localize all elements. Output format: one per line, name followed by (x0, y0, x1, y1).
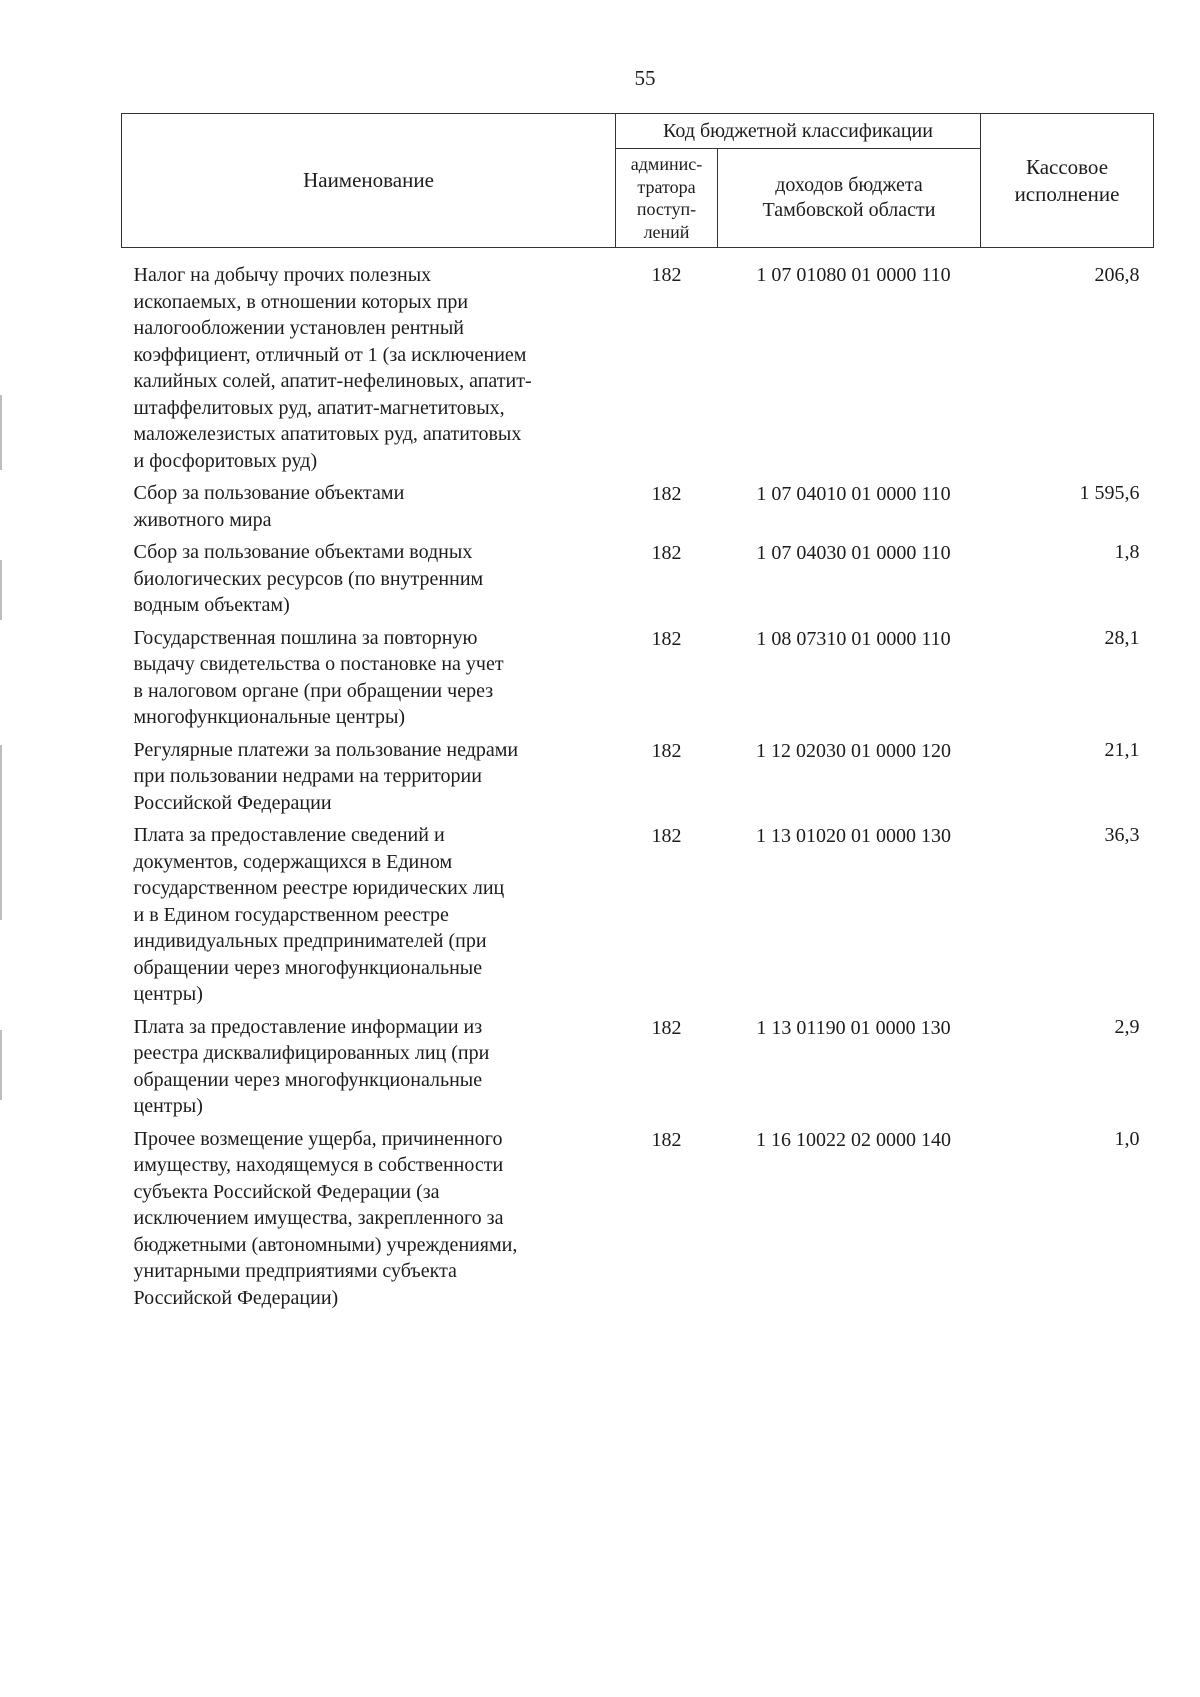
row-amount: 1 595,6 (1079, 482, 1140, 504)
page-number: 55 (634, 66, 656, 90)
header-revenue-code: доходов бюджета Тамбовской области (718, 149, 981, 248)
row-revenue-code: 1 07 04010 01 0000 110 (756, 483, 951, 505)
table-row (122, 480, 1154, 539)
row-name: Плата за предоставление сведений и документов, содержащихся в Едином государственном реестре юридических лиц и в Едином государственном реестре индивидуальных предпринимателей (при обращении через многофункциональные центры) (133, 824, 505, 1005)
row-name: Прочее возмещение ущерба, причиненного имуществу, находящемуся в собственности субъекта Российской Федерации (за исключением имущества, закрепленного за бюджетными (автономными) учреждениями, унитарными предприятиями субъекта Российской Федерации) (133, 1127, 518, 1309)
row-admin-code: 182 (651, 1016, 682, 1039)
row-amount: 36,3 (1104, 824, 1140, 846)
row-revenue-code: 1 12 02030 01 0000 120 (756, 739, 951, 762)
header-amount: Кассовое исполнение (981, 114, 1154, 248)
row-revenue-code: 1 07 01080 01 0000 110 (756, 264, 951, 286)
row-name: Государственная пошлина за повторную выдачу свидетельства о постановке на учет в налоговом органе (при обращении через многофункциональные центры) (133, 626, 504, 728)
row-admin-code: 182 (651, 1128, 682, 1151)
row-name: Сбор за пользование объектами животного мира (133, 482, 405, 531)
row-admin-code: 182 (651, 825, 682, 847)
row-revenue-code: 1 08 07310 01 0000 110 (756, 627, 951, 650)
row-admin-code: 182 (651, 627, 682, 650)
row-name: Сбор за пользование объектами водных биологических ресурсов (по внутренним водным объектам) (133, 541, 484, 616)
row-admin-code: 182 (651, 542, 682, 564)
row-amount: 206,8 (1094, 264, 1140, 286)
table-row (122, 1126, 1154, 1318)
header-code-group: Код бюджетной классификации (616, 114, 981, 149)
row-admin-code: 182 (651, 483, 682, 505)
table-row (122, 737, 1154, 823)
row-amount: 2,9 (1114, 1015, 1140, 1038)
budget-table (121, 113, 1154, 1317)
row-admin-code: 182 (651, 264, 682, 286)
table-row (122, 822, 1154, 1014)
table-row (122, 248, 1154, 481)
table-body (122, 248, 1154, 1318)
table-row (122, 539, 1154, 625)
row-amount: 21,1 (1104, 738, 1140, 761)
row-revenue-code: 1 13 01020 01 0000 130 (756, 825, 951, 847)
table-row (122, 625, 1154, 737)
row-name: Регулярные платежи за пользование недрами при пользовании недрами на территории Российской Федерации (133, 738, 519, 814)
row-amount: 1,0 (1114, 1127, 1140, 1150)
scan-edge-mark (0, 560, 2, 620)
row-revenue-code: 1 16 10022 02 0000 140 (756, 1128, 951, 1151)
row-amount: 28,1 (1104, 626, 1140, 649)
header-admin-code: админис- тратора поступ- лений (616, 149, 718, 248)
table-header (122, 114, 1154, 248)
row-admin-code: 182 (651, 739, 682, 762)
row-revenue-code: 1 07 04030 01 0000 110 (756, 542, 951, 564)
row-name: Налог на добычу прочих полезных ископаемых, в отношении которых при налогообложении установлен рентный коэффициент, отличный от 1 (за исключением калийных солей, апатит-нефелиновых, апатит- штаффелитовых руд, апатит-магнетитовых, маложелезистых апатитовых руд, апатитовых и фосфоритовых руд) (133, 264, 532, 472)
scan-edge-mark (0, 395, 2, 470)
row-revenue-code: 1 13 01190 01 0000 130 (756, 1016, 951, 1039)
scan-edge-mark (0, 745, 2, 920)
scan-edge-mark (0, 1030, 2, 1100)
header-name: Наименование (122, 114, 616, 248)
row-amount: 1,8 (1114, 541, 1140, 563)
row-name: Плата за предоставление информации из реестра дисквалифицированных лиц (при обращении через многофункциональные центры) (133, 1015, 490, 1117)
table-row (122, 1014, 1154, 1126)
